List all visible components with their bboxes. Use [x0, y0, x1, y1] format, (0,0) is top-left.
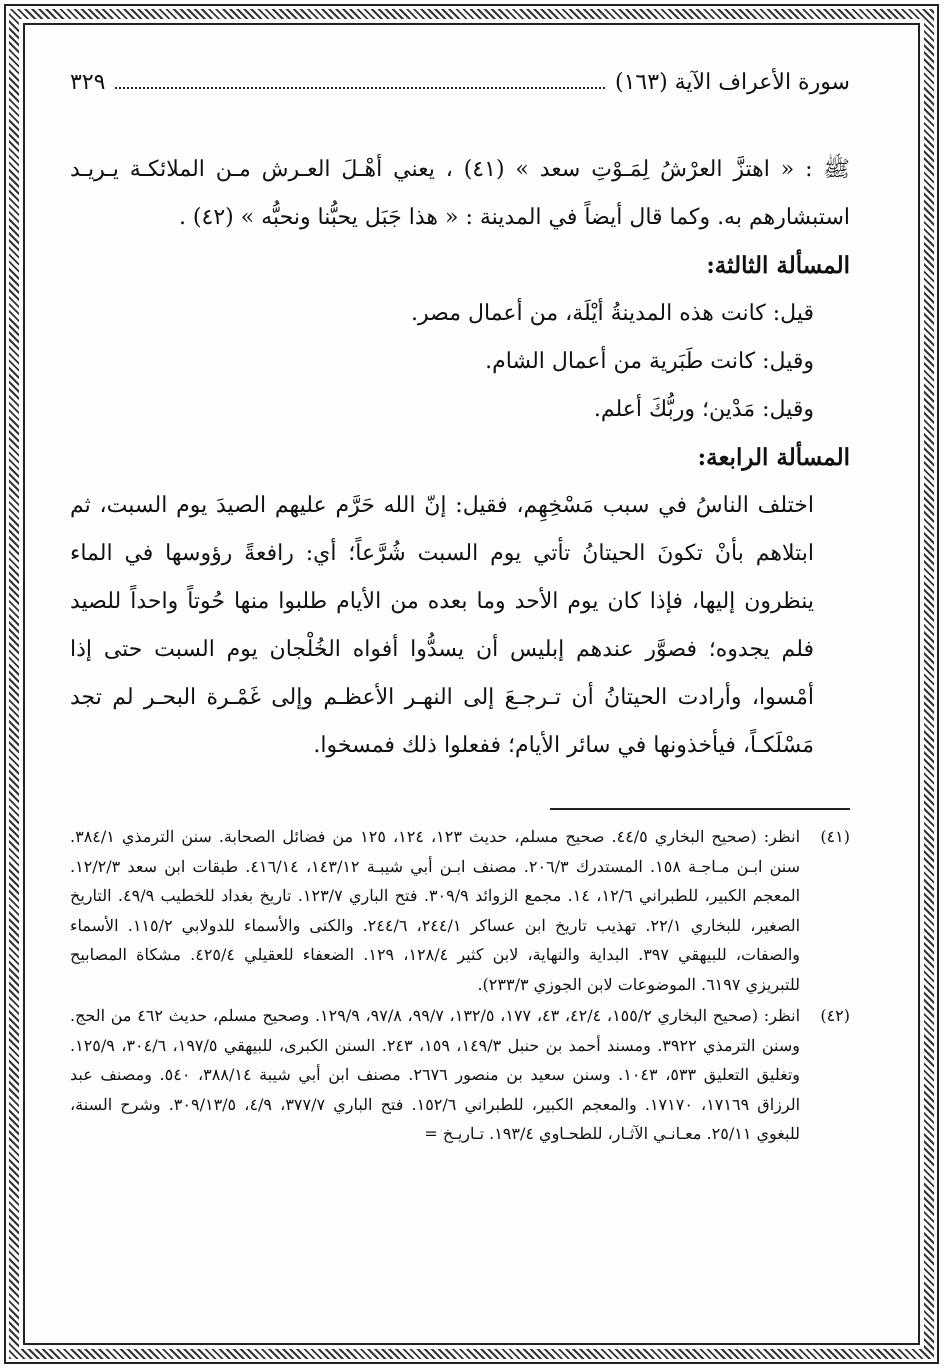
running-head — [70, 70, 850, 106]
footnote-42 — [70, 1001, 850, 1149]
running-head-title: سورة الأعراف الآية (١٦٣) — [615, 70, 850, 95]
main-text — [70, 146, 850, 770]
footnote-separator — [550, 808, 850, 810]
footnote-41 — [70, 822, 850, 999]
footnote-text: انظر: (صحيح البخاري ١٥٥/٢، ٤٢/٤، ٤٣، ١٧٧، ١٣٢/٥، ٩٩/٧، ٩٧/٨، ١٢٩/٩. وصحيح مسلم، حديث ٤٦٢ من الحج. وسنن الترمذي ٣٩٢٢. ومسند أحمد بن حنبل ١٤٩/٣، ١٥٩، ٢٤٣. السنن الكبرى، للبيهقي ١٩٧/٥، ٣٠٤/٦، ١٢٥/٩. وتغليق التعليق ٥٣٣، ١٠٤٣. وسنن سعيد بن منصور ٢٦٧٦. مصنف ابن أبي شيبة ٣٨٨/١٤، ٥٤٠. ومصنف عبد الرزاق ١٧١٦٩، ١٧١٧٠. والمعجم الكبير، للطبراني ١٥٢/٦. فتح الباري ٣٧٧/٧، ٤/٩، ٣٠٩/١٣/٥. وشرح السنة، للبغوي ٢٥/١١. معـانـي الآثـار، للطحـاوي ١٩٣/٤. تـاريـخ = — [70, 1006, 801, 1143]
section-heading-4: المسألة الرابعة: — [697, 444, 850, 471]
leader-dots — [115, 73, 605, 89]
book-page — [70, 70, 850, 1300]
footnote-number: (٤١) — [820, 827, 850, 846]
paragraph-1: ﷺ : « اهتزَّ العرْشُ لِمَـوْتِ سعد » (٤١) ، يعني أهْـلَ العـرش مـن الملائكـة يـريـد استبشارهم به. وكما قال أيضاً في المدينة : « هذا جَبَل يحبُّنا ونحبُّه » (٤٢) . — [70, 157, 851, 230]
line-qil-1: قيل: كانت هذه المدينةُ أيْلَة، من أعمال مصر. — [411, 301, 814, 326]
paragraph-2: اختلف الناسُ في سبب مَسْخِهِم، فقيل: إنّ الله حَرَّم عليهم الصيدَ يوم السبت، ثم ابتلاهم بأنْ تكونَ الحيتانُ تأتي يوم السبت شُرَّعاً؛ أي: رافعةً رؤوسها في الماء ينظرون إليها، فإذا كان يوم الأحد وما بعده من الأيام طلبوا منها حُوتاً واحداً للصيد فلم يجدوه؛ فصوَّر عندهم إبليس أن يسدُّوا أفواه الخُلْجان يوم السبت حتى إذا أمْسوا، وأرادت الحيتانُ أن تـرجـعَ إلى النهـر الأعظـم وإلى غَمْـرة البحـر لم تجد مَسْلَكـاً، فيأخذونها في سائر الأيام؛ ففعلوا ذلك فمسخوا. — [70, 493, 814, 758]
line-qil-2: وقيل: كانت طَبَرية من أعمال الشام. — [485, 349, 814, 374]
footnotes — [70, 822, 850, 1151]
footnote-number: (٤٢) — [820, 1006, 850, 1025]
section-heading-3: المسألة الثالثة: — [706, 252, 850, 279]
line-qil-3: وقيل: مَدْين؛ وربُّكَ أعلم. — [593, 397, 814, 422]
footnote-text: انظر: (صحيح البخاري ٤٤/٥. صحيح مسلم، حديث ١٢٣، ١٢٤، ١٢٥ من فضائل الصحابة. سنن الترمذي ٣٨٤/١. سنن ابـن مـاجـة ١٥٨. المستدرك ٢٠٦/٣. مصنف ابـن أبي شيبـة ١٤٣/١٢، ٤١٦/١٤. طبقات ابن سعد ١٢/٢/٣. المعجم الكبير، للطبراني ١٢/٦، ١٤. مجمع الزوائد ٣٠٩/٩. فتح الباري ١٢٣/٧. تاريخ بغداد للخطيب ٤٩/٩. التاريخ الصغير، للبخاري ٢٢/١. تهذيب تاريخ ابن عساكر ٢٤٤/١، ٢٤٤/٦. والكنى والأسماء للدولابي ١١٥/٢. الأسماء والصفات، للبيهقي ٣٩٧. البداية والنهاية، لابن كثير ١٢٨/٤، ١٢٩. الضعفاء للعقيلي ٤٢٥/٤. مشكاة المصابيح للتبريزي ٦١٩٧. الموضوعات لابن الجوزي ٢٣٣/٣). — [70, 827, 801, 994]
page-number: ٣٢٩ — [70, 70, 106, 95]
